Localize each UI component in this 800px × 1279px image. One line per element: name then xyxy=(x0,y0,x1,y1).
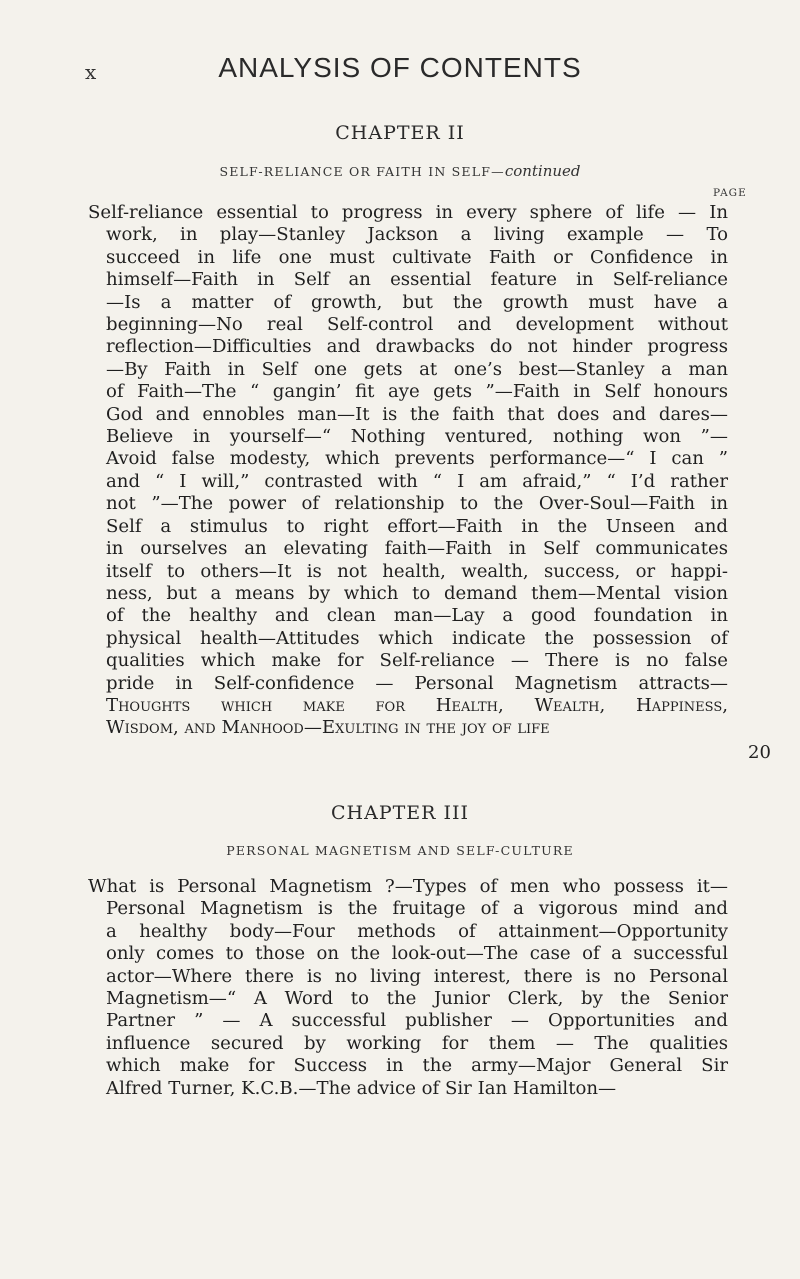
chapter-3-summary xyxy=(88,876,728,1100)
summary-line: and “ I will,” contrasted with “ I am afraid,” “ I’d rather xyxy=(106,470,728,492)
summary-line: itself to others—It is not health, wealth, success, or happi- xyxy=(106,560,728,582)
summary-line: not ”—The power of relationship to the Over-Soul—Faith in xyxy=(106,493,728,515)
summary-line: —By Faith in Self one gets at one’s best—Stanley a man xyxy=(106,358,728,380)
summary-line: a healthy body—Four methods of attainment—Opportunity xyxy=(106,920,728,942)
summary-line: Alfred Turner, K.C.B.—The advice of Sir Ian Hamilton— xyxy=(106,1077,617,1099)
summary-line: Thoughts which make for Health, Wealth, Happiness, xyxy=(106,694,728,716)
summary-line: physical health—Attitudes which indicate the possession of xyxy=(106,627,728,649)
summary-line: Wisdom, and Manhood—Exulting in the joy of life xyxy=(106,717,550,739)
summary-line: influence secured by working for them — The qualities xyxy=(106,1032,728,1054)
summary-line: only comes to those on the look-out—The case of a successful xyxy=(106,943,728,965)
chapter-2-page-ref: 20 xyxy=(748,742,771,763)
summary-line: himself—Faith in Self an essential feature in Self-reliance xyxy=(106,269,728,291)
summary-line: of the healthy and clean man—Lay a good foundation in xyxy=(106,605,728,627)
summary-line: in ourselves an elevating faith—Faith in Self communicates xyxy=(106,538,728,560)
summary-line: work, in play—Stanley Jackson a living example — To xyxy=(106,224,728,246)
summary-line: Self-reliance essential to progress in every sphere of life — In xyxy=(88,202,728,223)
chapter-2-heading: CHAPTER II xyxy=(335,122,465,144)
summary-line: God and ennobles man—It is the faith that does and dares— xyxy=(106,403,728,425)
summary-line: What is Personal Magnetism ?—Types of men who possess it— xyxy=(88,876,728,897)
summary-line: succeed in life one must cultivate Faith or Confidence in xyxy=(106,246,728,268)
running-title: ANALYSIS OF CONTENTS xyxy=(218,52,582,83)
summary-line: qualities which make for Self-reliance — There is no false xyxy=(106,650,728,672)
page-header xyxy=(60,52,740,92)
chapter-2-summary xyxy=(88,202,728,740)
summary-line: Personal Magnetism is the fruitage of a vigorous mind and xyxy=(106,898,728,920)
chapter-2-subtitle-continued: continued xyxy=(504,162,581,180)
summary-line: reflection—Difficulties and drawbacks do not hinder progress xyxy=(106,336,728,358)
summary-line: Self a stimulus to right effort—Faith in the Unseen and xyxy=(106,515,728,537)
page-column-label: PAGE xyxy=(713,187,747,199)
summary-line: actor—Where there is no living interest, there is no Personal xyxy=(106,965,728,987)
summary-line: —Is a matter of growth, but the growth must have a xyxy=(106,291,728,313)
chapter-2-subtitle-text: SELF-RELIANCE OR FAITH IN SELF— xyxy=(219,164,505,179)
summary-line: Avoid false modesty, which prevents performance—“ I can ” xyxy=(106,448,728,470)
page-number: x xyxy=(85,60,97,84)
summary-line: which make for Success in the army—Major General Sir xyxy=(106,1055,728,1077)
summary-line: of Faith—The “ gangin’ fit aye gets ”—Faith in Self honours xyxy=(106,381,728,403)
summary-line: beginning—No real Self-control and development without xyxy=(106,314,728,336)
summary-line: Believe in yourself—“ Nothing ventured, nothing won ”— xyxy=(106,426,728,448)
summary-line: ness, but a means by which to demand them—Mental vision xyxy=(106,582,728,604)
chapter-2-subtitle xyxy=(0,162,800,180)
summary-line: Partner ” — A successful publisher — Opportunities and xyxy=(106,1010,728,1032)
chapter-3-subtitle: PERSONAL MAGNETISM AND SELF-CULTURE xyxy=(226,843,574,858)
chapter-3-heading: CHAPTER III xyxy=(330,802,470,824)
summary-line: pride in Self-confidence — Personal Magnetism attracts— xyxy=(106,672,728,694)
summary-line: Magnetism—“ A Word to the Junior Clerk, by the Senior xyxy=(106,988,728,1010)
